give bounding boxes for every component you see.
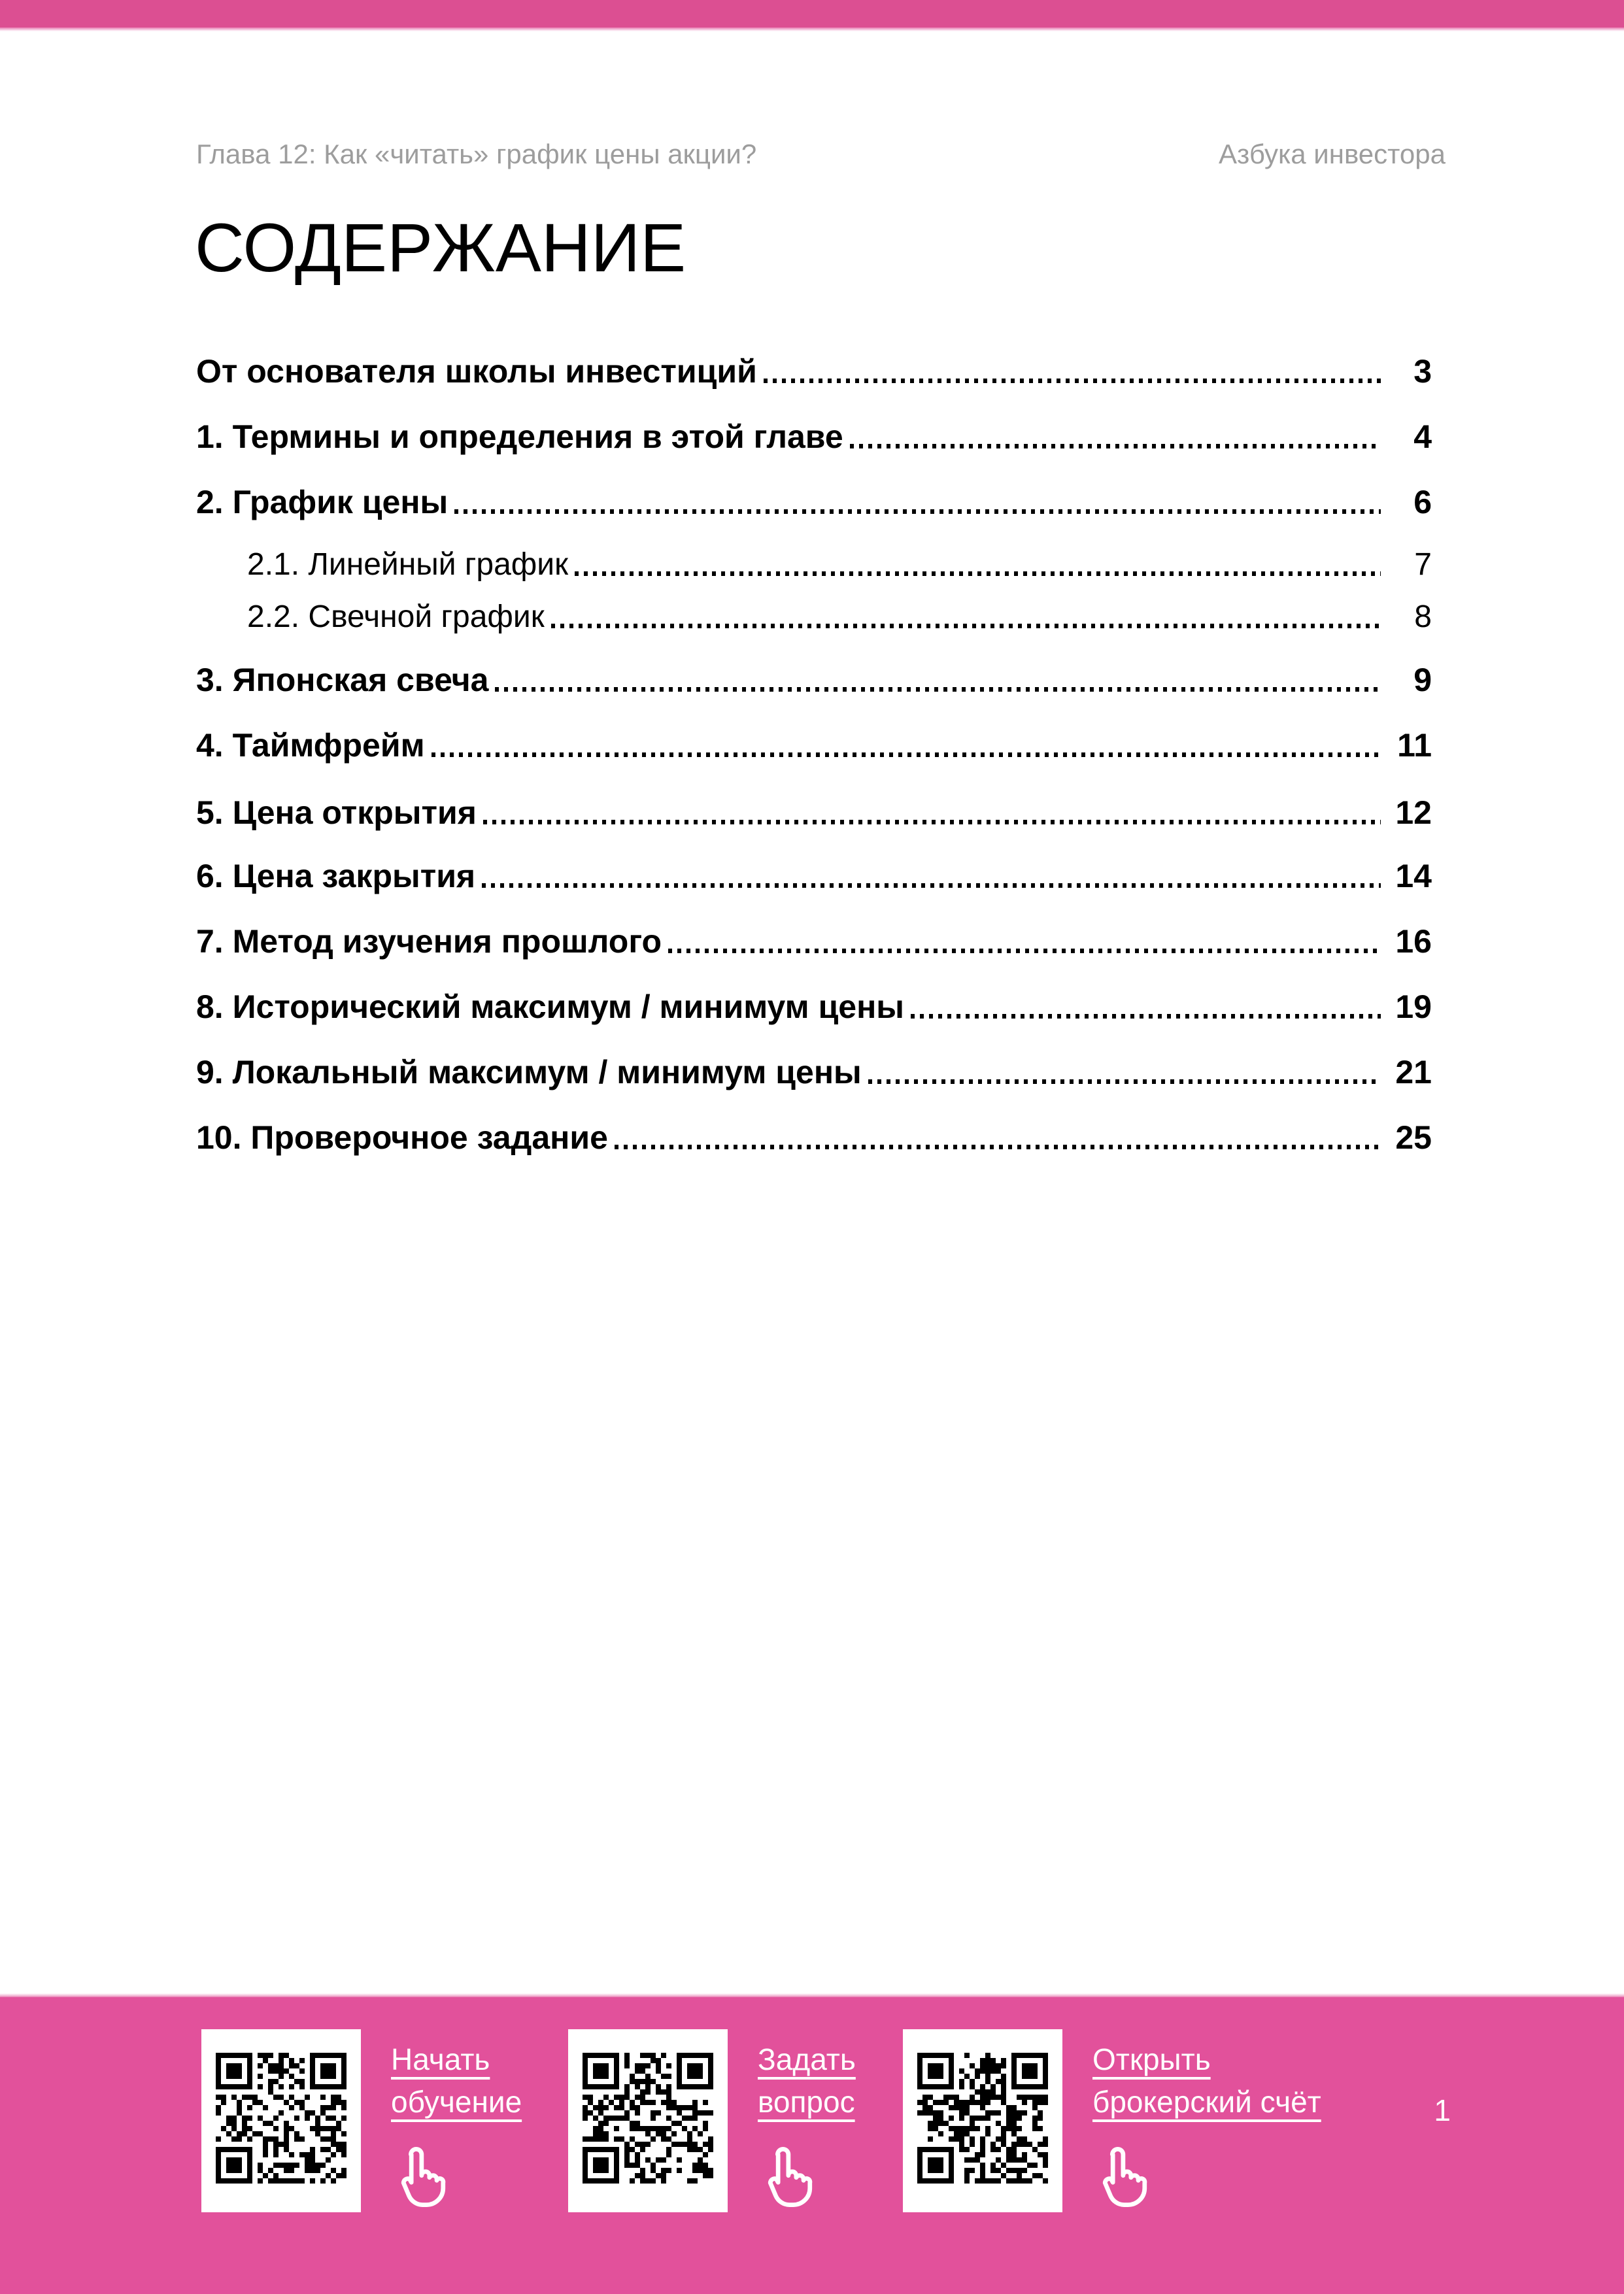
dot-leader: [483, 820, 1381, 824]
toc-entry-page: 19: [1395, 988, 1432, 1025]
toc-entry[interactable]: [196, 719, 1432, 771]
hand-pointer-icon: [759, 2144, 815, 2210]
dot-leader: [668, 949, 1381, 953]
dot-leader: [911, 1014, 1381, 1019]
toc-entry-page: 12: [1395, 794, 1432, 831]
toc-entry[interactable]: [196, 1046, 1432, 1098]
header-brand: Азбука инвестора: [1219, 139, 1446, 169]
footer-link-start-learning[interactable]: Начать обучение: [391, 2042, 522, 2119]
toc-entry-page: 6: [1413, 484, 1432, 520]
toc-entry-label: 2.1. Линейный график: [247, 547, 569, 582]
toc-entry-label: 7. Метод изучения прошлого: [196, 923, 662, 960]
dot-leader: [575, 571, 1381, 576]
top-accent-bar: [0, 0, 1624, 27]
toc-entry-label: 2. График цены: [196, 484, 448, 520]
qr-code-icon: [201, 2029, 361, 2212]
toc-entry-label: 5. Цена открытия: [196, 794, 477, 831]
footer-link-open-brokerage-account[interactable]: Открыть брокерский счёт: [1092, 2042, 1321, 2119]
toc-entry-label: 9. Локальный максимум / минимум цены: [196, 1054, 862, 1090]
dot-leader: [551, 624, 1381, 628]
dot-leader: [454, 509, 1381, 514]
toc-entry[interactable]: [196, 476, 1432, 528]
toc-entry-page: 25: [1395, 1119, 1432, 1156]
toc-entry-page: 7: [1414, 547, 1432, 582]
dot-leader: [764, 379, 1381, 383]
toc-entry-label: 3. Японская свеча: [196, 662, 489, 698]
header-chapter-title: Глава 12: Как «читать» график цены акции?: [196, 139, 757, 169]
toc-entry-page: 16: [1395, 923, 1432, 960]
qr-code-icon: [568, 2029, 728, 2212]
toc-entry-label: 8. Исторический максимум / минимум цены: [196, 988, 905, 1025]
footer-accent-bar: [0, 1997, 1624, 2294]
dot-leader: [482, 883, 1381, 888]
dot-leader: [868, 1079, 1381, 1084]
dot-leader: [431, 752, 1381, 757]
toc-entry[interactable]: [196, 915, 1432, 968]
qr-code-icon: [903, 2029, 1062, 2212]
toc-entry-label: 4. Таймфрейм: [196, 727, 425, 764]
toc-entry-page: 4: [1413, 418, 1432, 455]
dot-leader: [850, 444, 1381, 448]
toc-entry-page: 21: [1395, 1054, 1432, 1090]
dot-leader: [495, 687, 1381, 692]
toc-entry[interactable]: [196, 654, 1432, 706]
toc-entry[interactable]: [247, 538, 1432, 590]
toc-entry[interactable]: [196, 981, 1432, 1033]
toc-entry-label: 10. Проверочное задание: [196, 1119, 608, 1156]
toc-entry[interactable]: [196, 850, 1432, 902]
toc-entry[interactable]: [196, 786, 1432, 839]
toc-entry-label: 2.2. Свечной график: [247, 599, 545, 634]
toc-entry-label: От основателя школы инвестиций: [196, 353, 757, 390]
toc-entry-page: 14: [1395, 858, 1432, 894]
toc-entry[interactable]: [247, 590, 1432, 643]
toc-entry[interactable]: [196, 411, 1432, 463]
hand-pointer-icon: [1094, 2144, 1150, 2210]
toc-entry[interactable]: [196, 1111, 1432, 1164]
toc-entry-page: 9: [1413, 662, 1432, 698]
running-header: [196, 139, 1446, 170]
top-accent-bar-fade: [0, 27, 1624, 31]
toc-entry-label: 1. Термины и определения в этой главе: [196, 418, 843, 455]
hand-pointer-icon: [392, 2144, 448, 2210]
footer-link-ask-question[interactable]: Задать вопрос: [758, 2042, 856, 2119]
toc-entry[interactable]: [196, 345, 1432, 397]
footer-group-start-learning: [201, 2029, 577, 2212]
toc-entry-page: 3: [1413, 353, 1432, 390]
footer-group-ask-question: [568, 2029, 902, 2212]
page-title: СОДЕРЖАНИЕ: [195, 210, 686, 286]
dot-leader: [615, 1145, 1381, 1149]
page-number: 1: [1434, 2093, 1451, 2127]
footer-group-open-account: [903, 2029, 1344, 2212]
table-of-contents: [196, 345, 1432, 1164]
toc-entry-page: 8: [1414, 599, 1432, 634]
toc-entry-label: 6. Цена закрытия: [196, 858, 476, 894]
toc-entry-page: 11: [1397, 727, 1432, 764]
